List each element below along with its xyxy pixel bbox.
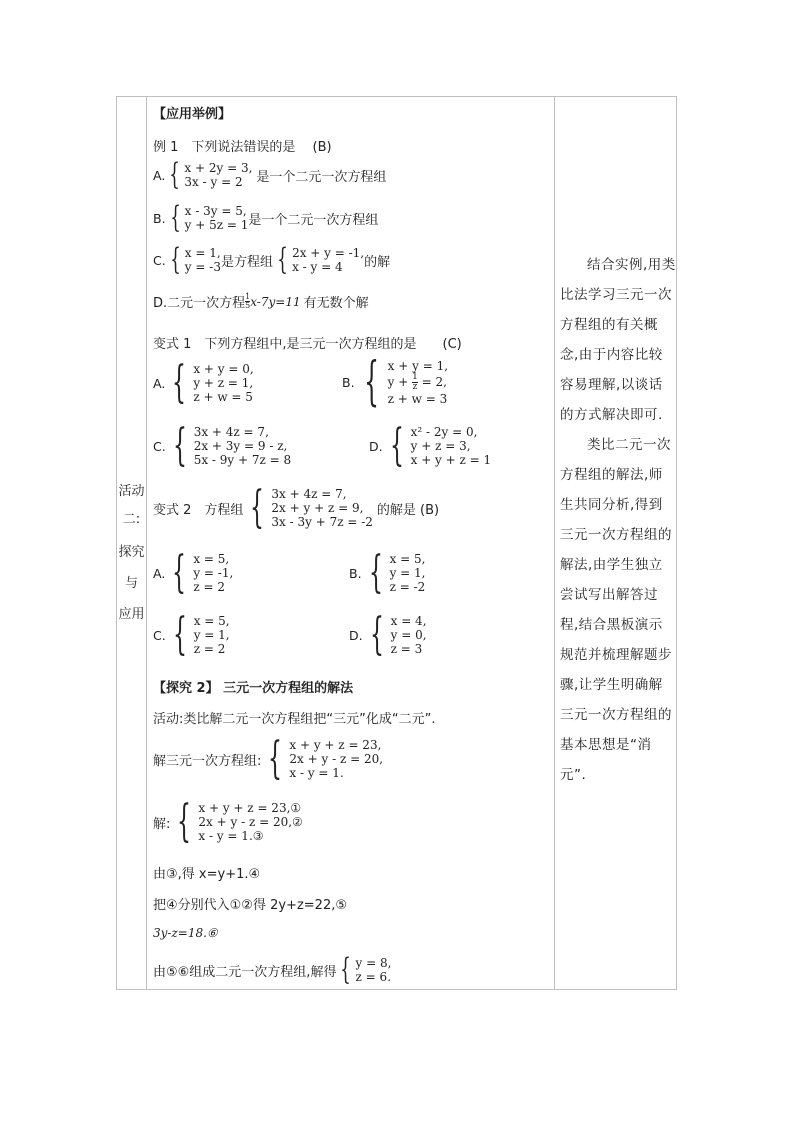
equation-line: z = -2 <box>389 580 426 594</box>
variant2-stem <box>153 482 440 533</box>
note-paragraph: 结合实例,用类比法学习三元一次方程组的有关概念,由于内容比较容易理解,以谈话的方式解决即可. <box>560 257 676 423</box>
option-label: A. <box>153 375 166 391</box>
equation-line: 2x + y - z = 20,② <box>198 815 303 829</box>
activity-label-2: 二: <box>122 512 141 527</box>
var1-option-b <box>342 352 449 412</box>
equation-line: x - y = 1.③ <box>198 829 264 843</box>
equation-line: x - 3y = 5, <box>184 204 247 218</box>
equation-line: 2x + y + z = 9, <box>271 501 364 515</box>
equation-line: x + y + z = 1 <box>410 453 492 467</box>
step-text: 由⑤⑥组成二元一次方程组,解得 <box>153 964 337 980</box>
var1-option-d <box>369 420 492 471</box>
solution-system <box>153 796 303 847</box>
equation-line: 3x + 4z = 7, <box>271 487 347 501</box>
equation-line: x² - 2y = 0, <box>410 425 478 439</box>
equation-system <box>185 246 221 274</box>
prompt-text: 解三元一次方程组: <box>153 753 262 769</box>
equation-system <box>193 552 233 594</box>
fraction-numerator: 1 <box>412 371 418 382</box>
equation-line: y = 1, <box>193 628 230 642</box>
option-label: D. <box>349 627 363 643</box>
equation-line: x = 1, <box>184 246 221 260</box>
equation-system <box>193 362 253 404</box>
fraction-denominator: z <box>412 381 418 392</box>
left-brace-icon: { <box>369 609 384 660</box>
left-brace-icon: { <box>177 796 192 847</box>
equation-line: y = 1, <box>389 566 426 580</box>
equation-line: z = 3 <box>390 642 423 656</box>
var1-option-c <box>153 420 292 471</box>
equation-line: z = 6. <box>355 970 392 984</box>
ex1-option-b <box>153 200 379 235</box>
equation-line: z = 2 <box>193 642 226 656</box>
stem-text: 的解是 (B) <box>376 502 440 518</box>
option-label: C. <box>153 252 166 268</box>
fraction-numerator: 1 <box>245 292 251 301</box>
solution-label: 解: <box>153 816 171 832</box>
equation-system <box>391 614 427 656</box>
left-brace-icon: { <box>172 420 187 471</box>
left-brace-icon: { <box>172 547 187 598</box>
solve-prompt <box>153 733 384 784</box>
equation-line: x + y + z = 23,① <box>198 801 302 815</box>
equation-line: x - y = 1. <box>289 766 344 780</box>
equation-system <box>411 425 492 467</box>
equation-line: 3x - 3y + 7z = -2 <box>271 515 373 529</box>
equation-system <box>194 614 230 656</box>
activity-label-3: 探究 <box>118 545 145 560</box>
equation-line: x + y = 1, <box>387 358 449 373</box>
equation-line: x + y = 0, <box>193 362 254 376</box>
left-brace-icon: { <box>268 733 283 784</box>
equation-line: x = 5, <box>389 552 426 566</box>
option-label: D. <box>369 438 383 454</box>
option-text: 是一个二元一次方程组 <box>248 212 379 228</box>
fraction-denominator: 5 <box>245 301 251 310</box>
equation-system <box>356 956 392 984</box>
left-brace-icon: { <box>368 547 383 598</box>
option-label: B. <box>349 565 362 581</box>
option-label: B. <box>153 210 166 226</box>
option-text: 的解 <box>364 254 391 270</box>
left-brace-icon: { <box>169 157 181 192</box>
solution-step-1: 由③,得 x=y+1.④ <box>153 867 261 882</box>
variant1-stem: 变式 1 下列方程组中,是三元一次方程组的是 (C) <box>153 337 462 352</box>
activity-label-5: 应用 <box>118 607 145 622</box>
stem-text: 变式 2 方程组 <box>153 502 244 518</box>
equation-line: z + w = 3 <box>387 391 448 406</box>
equation-line: x = 5, <box>193 552 230 566</box>
ex1-option-d <box>153 292 369 311</box>
equation-line: 3x + 4z = 7, <box>193 425 269 439</box>
equation-line: y + z = 1, <box>193 376 254 390</box>
example1-stem: 例 1 下列说法错误的是 (B) <box>153 140 332 155</box>
equation-line: 3x - y = 2 <box>184 175 243 189</box>
equation-system <box>198 801 302 843</box>
equation-line: x - y = 4 <box>292 260 343 274</box>
equation-system <box>184 161 252 189</box>
section-title-examples: 【应用举例】 <box>153 107 232 122</box>
equation-system <box>271 487 373 529</box>
left-brace-icon: { <box>389 420 404 471</box>
equation-line: x = 5, <box>193 614 230 628</box>
equation-line: 2x + y = -1, <box>292 246 365 260</box>
equation-line: x + y + z = 23, <box>289 738 382 752</box>
section-title-explore2: 【探究 2】 三元一次方程组的解法 <box>153 681 354 696</box>
var1-option-a <box>153 357 254 408</box>
equation-system <box>388 359 448 406</box>
solution-step-2: 把④分别代入①②得 2y+z=22,⑤ <box>153 898 347 913</box>
equation-system <box>390 552 426 594</box>
left-brace-icon: { <box>363 352 379 412</box>
solution-step-3: 3y-z=18.⑥ <box>153 926 218 940</box>
equation-line: y + z = 3, <box>410 439 471 453</box>
ex1-option-c <box>153 242 391 277</box>
equation-line: 2x + 3y = 9 - z, <box>193 439 288 453</box>
option-text: 是一个二元一次方程组 <box>256 169 387 185</box>
equation-line: x = 4, <box>390 614 427 628</box>
equation-line: z + w = 5 <box>193 390 253 404</box>
note-paragraph: 类比二元一次方程组的解法,师生共同分析,得到三元一次方程组的解法,由学生独立尝试写出解答过程,结合黑板演示规范并梳理解题步骤,让学生明确解三元一次方程组的基本思想是“消元”. <box>560 437 672 783</box>
activity-text: 活动:类比解二元一次方程组把“三元”化成“二元”. <box>153 712 436 727</box>
fraction <box>412 373 418 392</box>
equation-line: y = -1, <box>193 566 234 580</box>
option-label: A. <box>153 565 166 581</box>
left-brace-icon: { <box>172 357 187 408</box>
left-brace-icon: { <box>277 242 288 277</box>
equation-text: x-7y=11 <box>250 294 301 309</box>
equation-line: y + $\frac{1}{z}$ = 2, <box>387 371 447 392</box>
activity-label-1: 活动 <box>118 484 145 499</box>
var2-option-d <box>349 609 427 660</box>
option-label: C. <box>153 438 166 454</box>
left-brace-icon: { <box>169 200 181 235</box>
equation-line: y = 8, <box>355 956 392 970</box>
equation-system <box>292 246 364 274</box>
ex1-option-a <box>153 157 387 192</box>
option-label: D.二元一次方程 <box>153 296 246 311</box>
option-label: C. <box>153 627 166 643</box>
teaching-notes <box>560 250 676 790</box>
equation-line: x + 2y = 3, <box>184 161 253 175</box>
equation-line: y = 0, <box>390 628 427 642</box>
option-label: A. <box>153 167 166 183</box>
activity-label-4: 与 <box>124 576 138 591</box>
column-divider-left <box>146 97 147 989</box>
left-brace-icon: { <box>172 609 187 660</box>
var2-option-a <box>153 547 234 598</box>
var2-option-c <box>153 609 230 660</box>
left-brace-icon: { <box>250 482 265 533</box>
option-label: B. <box>342 374 355 390</box>
equation-line: 2x + y - z = 20, <box>289 752 384 766</box>
equation-line: y = -3 <box>184 260 221 274</box>
option-text: 是方程组 <box>220 254 273 270</box>
left-brace-icon: { <box>169 242 181 277</box>
equation-system <box>194 425 291 467</box>
column-divider-right <box>554 97 555 989</box>
equation-system <box>185 204 249 232</box>
left-brace-icon: { <box>340 952 352 987</box>
equation-line: y + 5z = 1 <box>184 218 249 232</box>
equation-system <box>289 738 383 780</box>
solution-step-4 <box>153 952 392 987</box>
equation-line: z = 2 <box>193 580 225 594</box>
var2-option-b <box>349 547 426 598</box>
equation-line: 5x - 9y + 7z = 8 <box>193 453 292 467</box>
option-text: 有无数个解 <box>303 296 369 311</box>
